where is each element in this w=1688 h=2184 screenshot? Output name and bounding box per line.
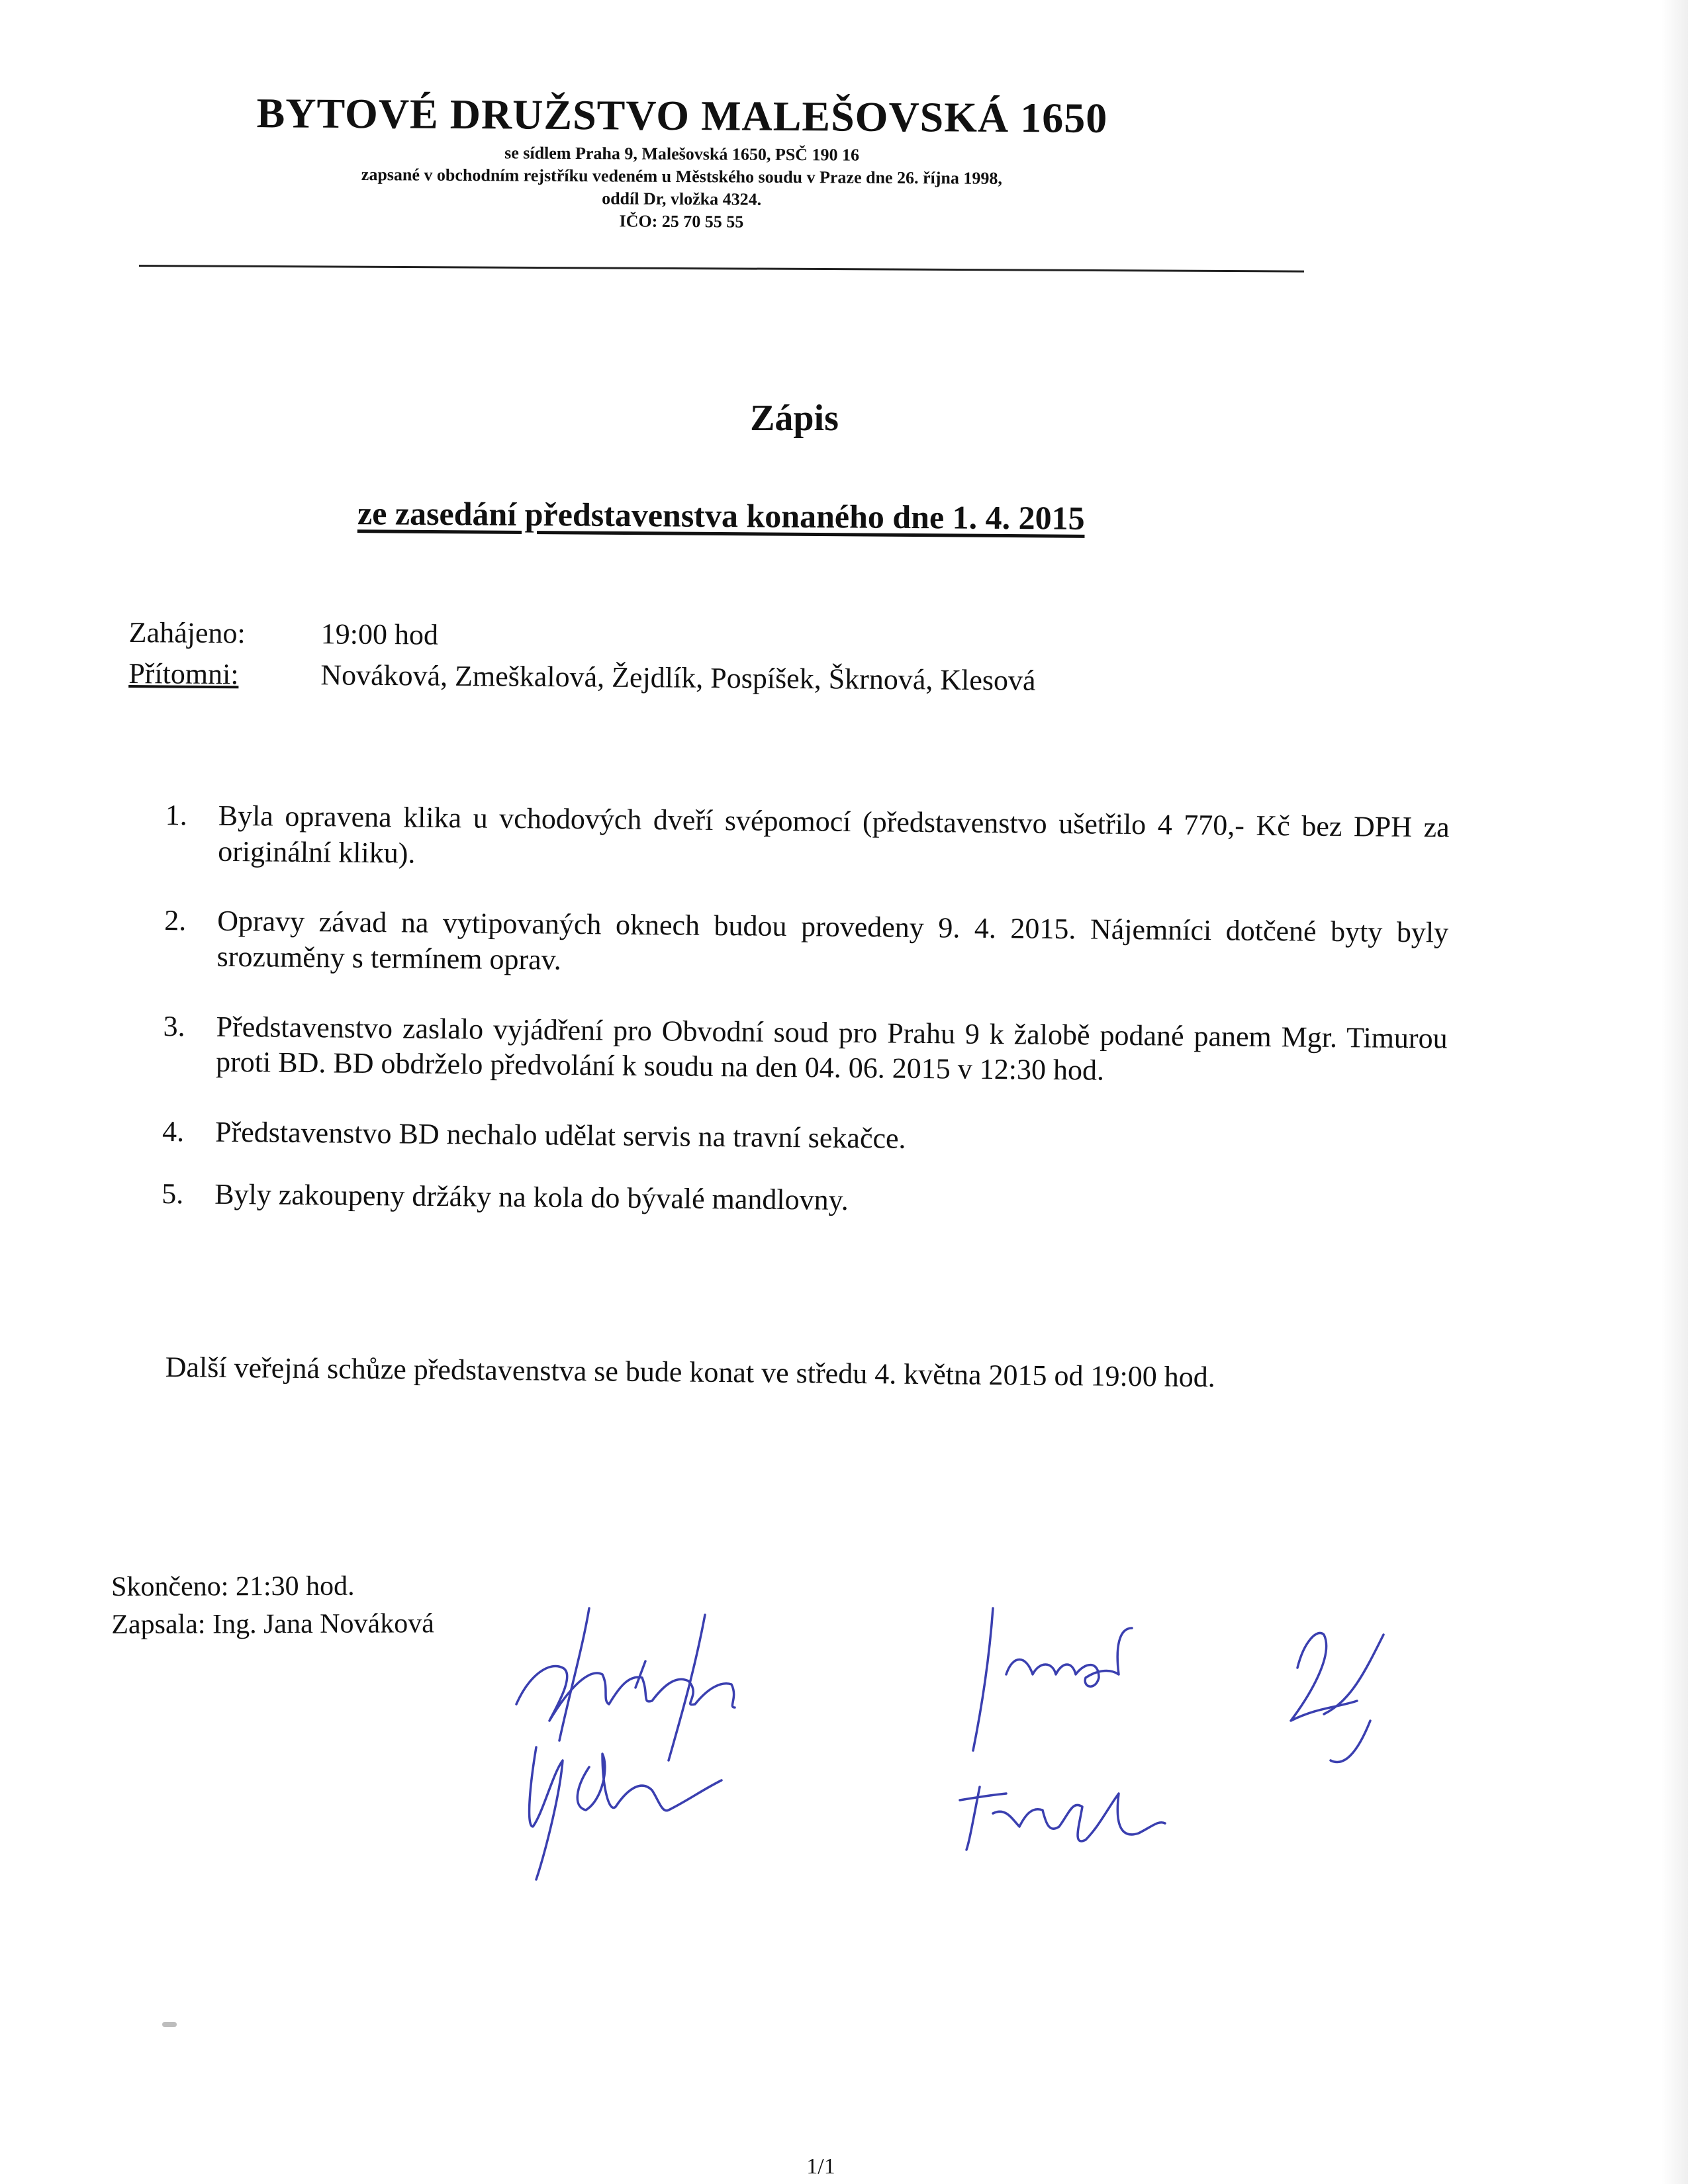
letterhead-line-section: oddíl Dr, vložka 4324.: [602, 189, 762, 209]
item-text: Byly zakoupeny držáky na kola do bývalé mandlovny.: [214, 1177, 849, 1216]
list-item: [164, 903, 1448, 986]
item-number: 1.: [165, 798, 187, 832]
letterhead: [132, 89, 1231, 236]
scan-edge-shadow: [1662, 0, 1688, 2184]
agenda-list: [161, 797, 1449, 1258]
present-value: Nováková, Zmeškalová, Žejdlík, Pospíšek, Škrnová, Klesová: [320, 659, 1036, 697]
started-value: 19:00 hod: [320, 617, 439, 651]
list-item: [165, 797, 1450, 881]
started-row: [129, 615, 1037, 664]
present-row: [128, 657, 1036, 705]
item-number: 3.: [163, 1009, 185, 1042]
signatures: [503, 1588, 1430, 1906]
started-label: Zahájeno:: [128, 615, 246, 650]
header-divider: [139, 265, 1304, 273]
handwritten-signatures-graphic: [503, 1588, 1430, 1906]
document-subtitle: ze zasedání představenstva konaného dne 1. 4. 2015: [357, 494, 1085, 537]
item-number: 4.: [162, 1115, 185, 1148]
recorded-by: Zapsala: Ing. Jana Nováková: [111, 1608, 434, 1640]
list-item: [162, 1114, 1446, 1161]
list-item: [163, 1009, 1448, 1092]
item-text: Představenstvo BD nechalo udělat servis na travní sekačce.: [214, 1115, 906, 1155]
item-number: 5.: [162, 1177, 184, 1210]
present-label: Přítomni:: [128, 657, 239, 691]
letterhead-line-address: se sídlem Praha 9, Malešovská 1650, PSČ 190 16: [504, 143, 860, 165]
document-title: Zápis: [750, 398, 839, 439]
list-item: [162, 1176, 1446, 1224]
closing-block: [111, 1567, 434, 1643]
scan-artifact: [162, 2022, 177, 2027]
item-text: Opravy závad na vytipovaných oknech budou provedeny 9. 4. 2015. Nájemníci dotčené byty byly srozuměny s termínem oprav.: [216, 905, 1449, 976]
letterhead-line-ico: IČO: 25 70 55 55: [619, 211, 744, 232]
letterhead-line-registry: zapsané v obchodním rejstříku vedeném u Městského soudu v Praze dne 26. října 1998,: [361, 165, 1002, 189]
next-meeting-note: Další veřejná schůze představenstva se bude konat ve středu 4. května 2015 od 19:00 hod.: [165, 1351, 1215, 1394]
item-text: Byla opravena klika u vchodových dveří svépomocí (představenstvo ušetřilo 4 770,- Kč bez DPH za originální kliku).: [217, 799, 1450, 870]
ended-time: Skončeno: 21:30 hod.: [111, 1570, 355, 1602]
item-text: Představenstvo zaslalo vyjádření pro Obvodní soud pro Prahu 9 k žalobě podané panem Mgr. Timurou proti BD. BD obdrželo předvolání k soudu na den 04. 06. 2015 v 12:30 hod.: [215, 1010, 1448, 1087]
item-number: 2.: [164, 904, 187, 937]
organization-name: BYTOVÉ DRUŽSTVO MALEŠOVSKÁ 1650: [256, 89, 1108, 142]
page-number: 1/1: [806, 2154, 835, 2179]
meeting-meta: [128, 615, 1036, 705]
